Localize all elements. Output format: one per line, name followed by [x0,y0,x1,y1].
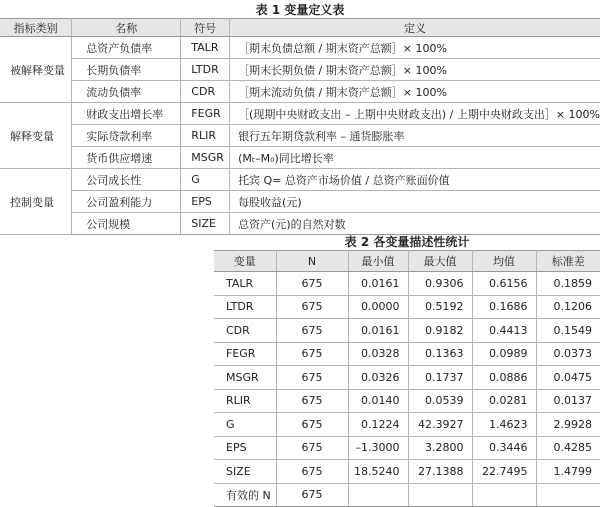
table1-caption: 表 1 变量定义表 [255,3,345,17]
definition-cell: 银行五年期贷款利率 – 通货膨胀率 [230,125,600,147]
header-mean: 均值 [472,251,536,272]
header-min: 最小值 [348,251,408,272]
max-cell: 0.0539 [408,389,472,413]
header-max: 最大值 [408,251,472,272]
mean-cell: 0.3446 [472,436,536,460]
std-cell: 0.1859 [536,272,600,296]
definition-cell: ［(现期中央财政支出 – 上期中央财政支出) / 上期中央财政支出］× 100% [230,103,600,125]
table2-body [214,272,600,507]
name-cell: 公司成长性 [72,169,181,191]
header-name: 名称 [72,19,181,37]
symbol-cell: RLIR [181,125,230,147]
variable-cell: 有效的 N [214,483,276,507]
min-cell: –1.3000 [348,436,408,460]
definition-cell: 每股收益(元) [230,191,600,213]
table-row [0,191,600,213]
n-cell: 675 [276,389,348,413]
std-cell: 0.0373 [536,342,600,366]
n-cell: 675 [276,483,348,507]
variable-cell: SIZE [214,460,276,484]
table-row [214,389,600,413]
min-cell: 0.0328 [348,342,408,366]
definition-cell: 托宾 Q= 总资产市场价值 / 总资产账面价值 [230,169,600,191]
n-cell: 675 [276,460,348,484]
symbol-cell: SIZE [181,213,230,235]
min-cell: 0.0000 [348,295,408,319]
symbol-cell: CDR [181,81,230,103]
category-cell: 控制变量 [0,169,72,235]
table-row [0,125,600,147]
name-cell: 流动负债率 [72,81,181,103]
mean-cell: 0.6156 [472,272,536,296]
std-cell: 1.4799 [536,460,600,484]
table-row [0,59,600,81]
name-cell: 财政支出增长率 [72,103,181,125]
table-row [214,366,600,390]
name-cell: 货币供应增速 [72,147,181,169]
min-cell: 0.0326 [348,366,408,390]
header-std: 标准差 [536,251,600,272]
max-cell: 0.5192 [408,295,472,319]
table2-caption: 表 2 各变量描述性统计 [344,235,470,249]
variable-cell: MSGR [214,366,276,390]
max-cell: 3.2800 [408,436,472,460]
variable-cell: CDR [214,319,276,343]
definition-cell: 总资产(元)的自然对数 [230,213,600,235]
table-row [0,103,600,125]
definition-cell: ［期末负债总额 / 期末资产总额］× 100% [230,37,600,59]
table1-body [0,37,600,235]
std-cell: 2.9928 [536,413,600,437]
n-cell: 675 [276,413,348,437]
mean-cell: 0.1686 [472,295,536,319]
table-row [214,483,600,507]
n-cell: 675 [276,272,348,296]
header-variable: 变量 [214,251,276,272]
mean-cell: 0.0989 [472,342,536,366]
max-cell: 0.9306 [408,272,472,296]
std-cell: 0.1549 [536,319,600,343]
variable-cell: FEGR [214,342,276,366]
symbol-cell: G [181,169,230,191]
variable-cell: LTDR [214,295,276,319]
table-row [214,413,600,437]
variable-cell: TALR [214,272,276,296]
mean-cell: 22.7495 [472,460,536,484]
mean-cell [472,483,536,507]
name-cell: 公司盈利能力 [72,191,181,213]
mean-cell: 0.0281 [472,389,536,413]
table-row [0,169,600,191]
std-cell: 0.1206 [536,295,600,319]
symbol-cell: TALR [181,37,230,59]
min-cell: 0.0161 [348,319,408,343]
symbol-cell: LTDR [181,59,230,81]
definition-cell: (Mₜ–M₀)同比增长率 [230,147,600,169]
std-cell [536,483,600,507]
header-category: 指标类别 [0,19,72,37]
table-row [0,81,600,103]
min-cell: 0.0161 [348,272,408,296]
name-cell: 公司规模 [72,213,181,235]
max-cell: 0.1737 [408,366,472,390]
std-cell: 0.0137 [536,389,600,413]
n-cell: 675 [276,295,348,319]
variable-cell: G [214,413,276,437]
min-cell [348,483,408,507]
name-cell: 长期负债率 [72,59,181,81]
max-cell [408,483,472,507]
max-cell: 42.3927 [408,413,472,437]
variable-cell: RLIR [214,389,276,413]
table-row [214,319,600,343]
header-n: N [276,251,348,272]
table-row [0,213,600,235]
name-cell: 实际贷款利率 [72,125,181,147]
name-cell: 总资产负债率 [72,37,181,59]
min-cell: 0.0140 [348,389,408,413]
definition-cell: ［期末流动负债 / 期末资产总额］× 100% [230,81,600,103]
mean-cell: 1.4623 [472,413,536,437]
table-row [214,460,600,484]
std-cell: 0.4285 [536,436,600,460]
header-definition: 定义 [230,19,600,37]
n-cell: 675 [276,436,348,460]
std-cell: 0.0475 [536,366,600,390]
min-cell: 18.5240 [348,460,408,484]
max-cell: 0.9182 [408,319,472,343]
min-cell: 0.1224 [348,413,408,437]
table-row [214,295,600,319]
symbol-cell: FEGR [181,103,230,125]
variable-definition-table [0,18,600,235]
header-symbol: 符号 [181,19,230,37]
table-row [0,147,600,169]
table-row [0,37,600,59]
n-cell: 675 [276,366,348,390]
definition-cell: ［期末长期负债 / 期末资产总额］× 100% [230,59,600,81]
table2-header-row [214,251,600,272]
category-cell: 被解释变量 [0,37,72,103]
max-cell: 27.1388 [408,460,472,484]
table-row [214,436,600,460]
symbol-cell: EPS [181,191,230,213]
n-cell: 675 [276,342,348,366]
descriptive-statistics-table [214,250,600,507]
mean-cell: 0.4413 [472,319,536,343]
category-cell: 解释变量 [0,103,72,169]
n-cell: 675 [276,319,348,343]
mean-cell: 0.0886 [472,366,536,390]
table-row [214,272,600,296]
max-cell: 0.1363 [408,342,472,366]
symbol-cell: MSGR [181,147,230,169]
variable-cell: EPS [214,436,276,460]
table-row [214,342,600,366]
table1-header-row [0,19,600,37]
